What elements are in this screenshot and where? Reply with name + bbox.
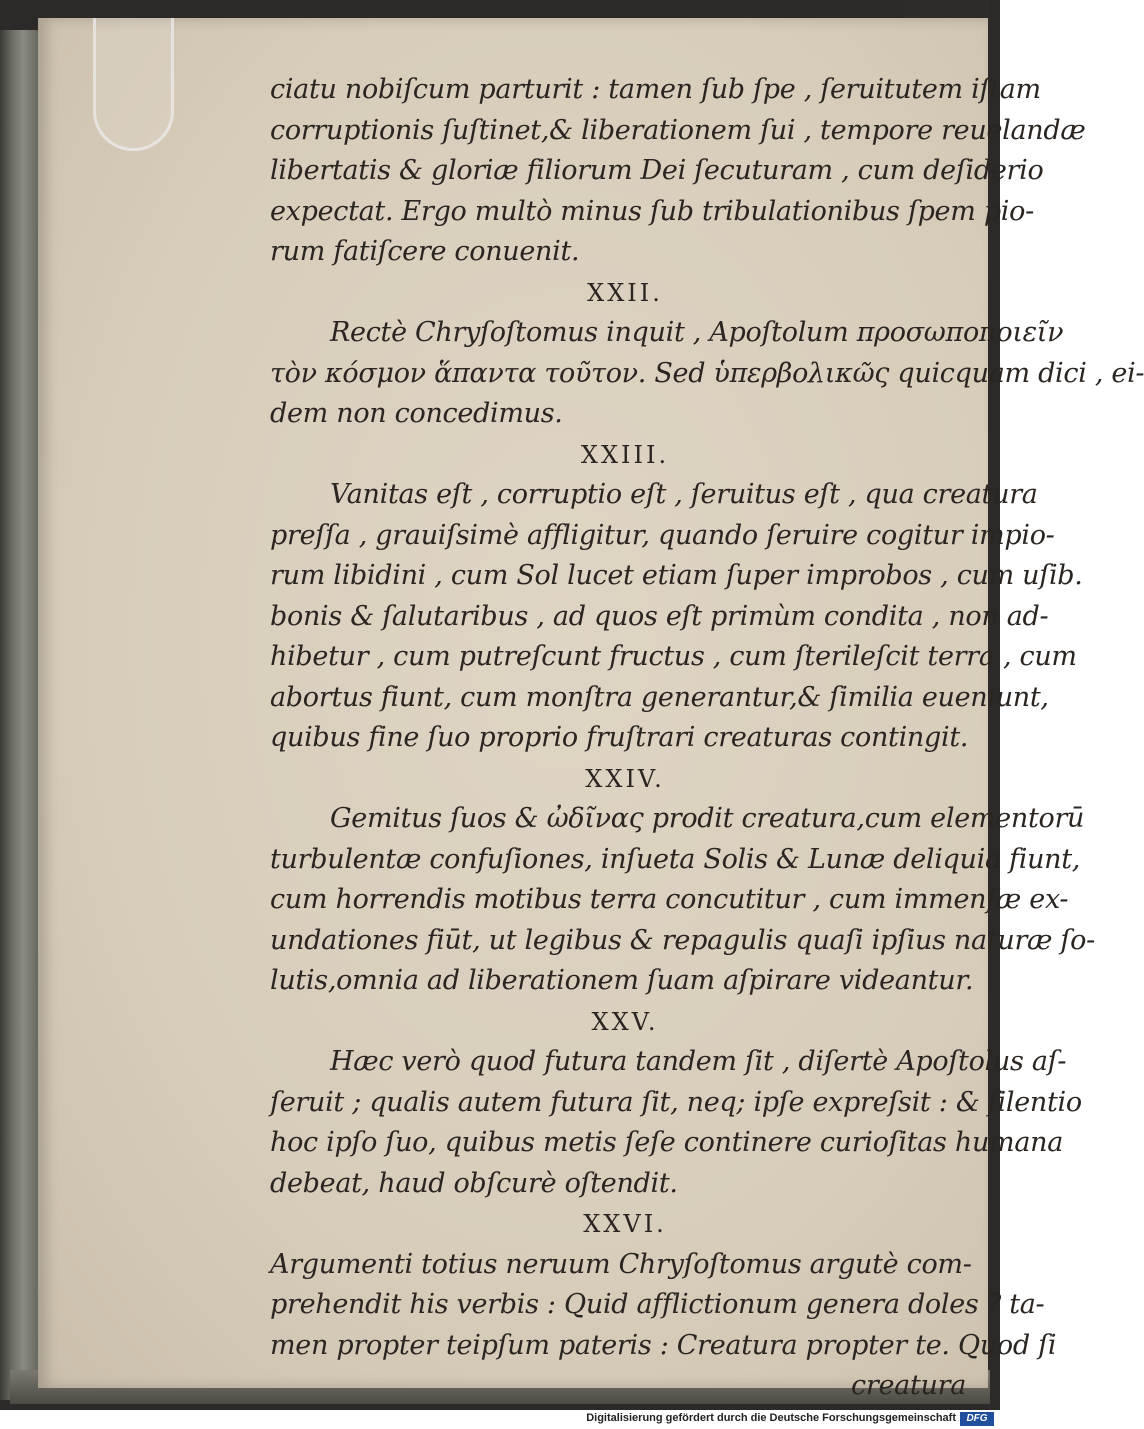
text-line: Argumenti totius neruum Chryſoſtomus argutè com- [270,1248,972,1280]
text-line: libertatis & gloriæ filiorum Dei ſecuturam , cum deſiderio [270,155,1044,186]
text-line: ſeruit ; qualis autem futura ſit, neq; ipſe expreſsit : & ſilentio [270,1086,1082,1118]
page-text [270,70,1144,1407]
dfg-logo: DFG [960,1412,994,1426]
section-heading: XXII. [587,278,663,307]
text-line: bonis & ſalutaribus , ad quos eſt primùm condita , non ad- [270,600,1049,632]
text-line: corruptionis ſuſtinet,& liberationem ſui , tempore reuelandæ [270,114,1086,146]
section-heading: XXIII. [580,440,670,469]
text-line: ciatu nobiſcum parturit : tamen ſub ſpe , ſeruitutem iſtam [270,74,1041,105]
text-line: expectat. Ergo multò minus ſub tribulationibus ſpem pio- [270,195,1034,227]
text-line: undationes fiūt, ut legibus & repagulis quaſi ipſius naturæ ſo- [270,924,1095,956]
catchword: creatura [851,1370,966,1401]
text-line: Rectè Chryſoſtomus inquit , Apoſtolum προσωποποιεῖν [330,317,1064,348]
text-line: dem non concedimus. [270,398,563,429]
text-line: rum fatiſcere conuenit. [270,236,580,267]
text-line: lutis,omnia ad liberationem ſuam aſpirare videantur. [270,965,974,996]
text-line: Gemitus ſuos & ὠδῖνας prodit creatura,cum elementorū [330,803,1085,834]
footer-credit: Digitalisierung gefördert durch die Deutsche Forschungsgemeinschaft [586,1412,956,1424]
text-line: hoc ipſo ſuo, quibus metis ſeſe continere curioſitas humana [270,1127,1064,1158]
text-line: turbulentæ confuſiones, inſueta Solis & Lunæ deliquia fiunt, [270,843,1081,875]
text-line: Vanitas eſt , corruptio eſt , ſeruitus eſt , qua creatura [330,479,1038,510]
text-line: hibetur , cum putreſcunt fructus , cum ſterileſcit terra , cum [270,641,1077,672]
text-line: cum horrendis motibus terra concutitur , cum immenſæ ex- [270,884,1069,915]
text-line: debeat, haud obſcurè oſtendit. [270,1167,678,1199]
page-clip [93,18,174,151]
text-line: Hæc verò quod futura tandem ſit , diſertè Apoſtolus aſ- [330,1046,1067,1077]
text-line: rum libidini , cum Sol lucet etiam ſuper improbos , cum uſib. [270,560,1083,591]
section-heading: XXVI. [583,1210,667,1238]
text-line: τὸν κόσμον ἅπαντα τοῦτον. Sed ὑπερβολικῶς quicquam dici , ei- [270,357,1144,389]
text-line: abortus fiunt, cum monſtra generantur,& ſimilia eueniunt, [270,681,1049,713]
book-spine-edge [0,30,42,1400]
section-heading: XXV. [591,1007,659,1036]
text-line: quibus fine ſuo proprio fruſtrari creaturas contingit. [270,722,969,753]
section-heading: XXIV. [585,764,665,793]
text-line: preſſa , grauiſsimè affligitur, quando ſeruire cogitur impio- [270,519,1055,551]
footer-bar [0,1410,1000,1429]
text-line: men propter teipſum pateris : Creatura propter te. Quod ſi [270,1329,1057,1361]
text-line: prehendit his verbis : Quid afflictionum genera doles ? ta- [270,1289,1045,1320]
